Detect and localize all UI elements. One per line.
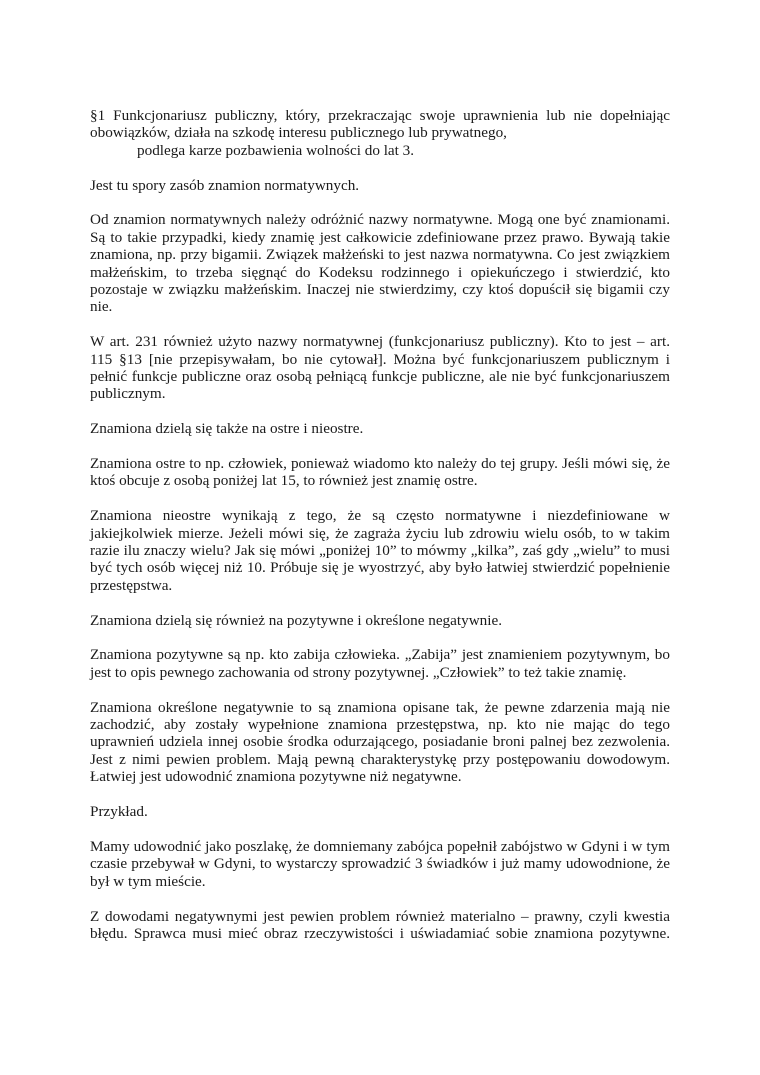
paragraph: Znamiona pozytywne są np. kto zabija człowieka. „Zabija” jest znamieniem pozytywnym, bo jest to opis pewnego zachowania od strony pozytywnej. „Człowiek” to też takie znamię. (90, 646, 670, 681)
paragraph: Przykład. (90, 803, 148, 821)
statute-quote-text: §1 Funkcjonariusz publiczny, który, przekraczając swoje uprawnienia lub nie dopełniając obowiązków, działa na szkodę interesu publicznego lub prywatnego, (90, 107, 670, 142)
paragraph: Od znamion normatywnych należy odróżnić nazwy normatywne. Mogą one być znamionami. Są to takie przypadki, kiedy znamię jest całkowicie zdefiniowane przez prawo. Bywają takie znamiona, np. przy bigamii. Związek małżeński to jest nazwa normatywna. Co jest związkiem małżeńskim, to trzeba sięgnąć do Kodeksu rodzinnego i opiekuńczego i stwierdzić, kto pozostaje w związku małżeńskim. Inaczej nie stwierdzimy, czy ktoś dopuścił się bigamii czy nie. (90, 211, 670, 316)
paragraph: Znamiona ostre to np. człowiek, ponieważ wiadomo kto należy do tej grupy. Jeśli mówi się, że ktoś obcuje z osobą poniżej lat 15, to również jest znamię ostre. (90, 455, 670, 490)
paragraph: Znamiona dzielą się także na ostre i nieostre. (90, 420, 364, 438)
paragraph: Znamiona dzielą się również na pozytywne i określone negatywnie. (90, 611, 503, 629)
statute-quote (90, 107, 670, 159)
paragraph: Znamiona określone negatywnie to są znamiona opisane tak, że pewne zdarzenia mają nie zachodzić, aby zostały wypełnione znamiona przestępstwa, np. kto nie mając do tego uprawnień udziela innej osobie środka odurzającego, posiadanie broni palnej bez zezwolenia. Jest z nimi pewien problem. Mają pewną charakterystykę przy postępowaniu dowodowym. Łatwiej jest udowodnić znamiona pozytywne niż negatywne. (90, 698, 670, 786)
final-paragraph: Z dowodami negatywnymi jest pewien problem również materialno – prawny, czyli kwestia błędu. Sprawca musi mieć obraz rzeczywistości i uświadamiać sobie znamiona pozytywne. (90, 907, 670, 942)
document-page (90, 107, 670, 960)
paragraph: W art. 231 również użyto nazwy normatywnej (funkcjonariusz publiczny). Kto to jest – art. 115 §13 [nie przepisywałam, bo nie cytował]. Można być funkcjonariuszem publicznym i pełnić funkcje publiczne oraz osobą pełniącą funkcje publiczne, ale nie być funkcjonariuszem publicznym. (90, 333, 670, 403)
paragraph: Mamy udowodnić jako poszlakę, że domniemany zabójca popełnił zabójstwo w Gdyni i w tym czasie przebywał w Gdyni, to wystarczy sprowadzić 3 świadków i już mamy udowodnione, że był w tym mieście. (90, 837, 670, 890)
statute-quote-penalty: podlega karze pozbawienia wolności do lat 3. (137, 141, 415, 159)
paragraph: Jest tu spory zasób znamion normatywnych. (90, 176, 360, 194)
paragraph: Znamiona nieostre wynikają z tego, że są często normatywne i niezdefiniowane w jakiejkolwiek mierze. Jeżeli mówi się, że zagraża życiu lub zdrowiu wielu osób, to w takim razie ilu znaczy wielu? Jak się mówi „poniżej 10” to mówmy „kilka”, zaś gdy „wielu” to musi być tych osób więcej niż 10. Próbuje się je wyostrzyć, aby było łatwiej stwierdzić popełnienie przestępstwa. (90, 507, 670, 594)
